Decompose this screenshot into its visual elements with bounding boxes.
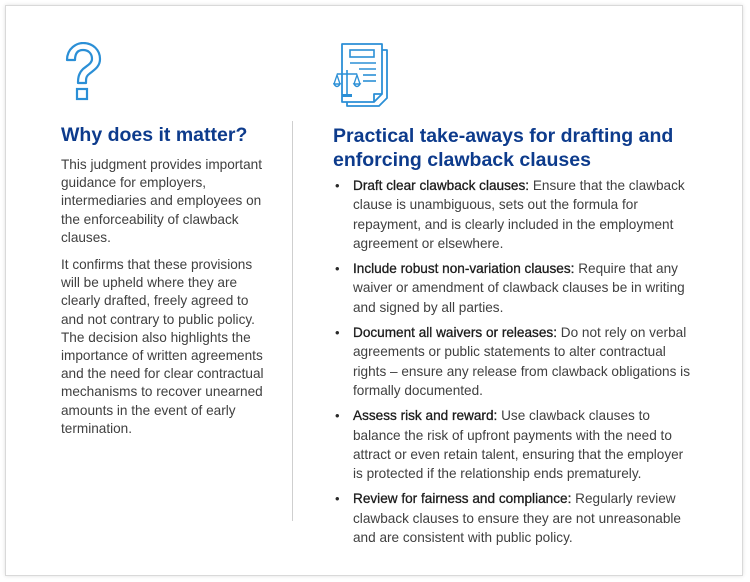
column-divider bbox=[292, 121, 293, 521]
list-item bbox=[333, 323, 693, 400]
item-title: Review for fairness and compliance: bbox=[353, 491, 572, 507]
item-text: Use clawback clauses to balance the risk of upfront payments with the need to attract or even retain talent, ensuring that the employer is protected if the relationship ends prematurely. bbox=[353, 408, 684, 482]
list-item bbox=[333, 259, 693, 317]
item-title: Document all waivers or releases: bbox=[353, 325, 557, 341]
item-text: Regularly review clawback clauses to ensure they are not unreasonable and are consistent with public policy. bbox=[353, 491, 681, 546]
list-item bbox=[333, 176, 693, 253]
paragraph: It confirms that these provisions will be upheld where they are clearly drafted, freely agreed to and not contrary to public policy. The decision also highlights the importance of written agreements and the need for clear contractual mechanisms to recover unearned amounts in the event of early termination. bbox=[61, 257, 264, 436]
bullet-icon: • bbox=[335, 261, 340, 277]
bullet-icon: • bbox=[335, 325, 340, 341]
item-title: Include robust non-variation clauses: bbox=[353, 261, 575, 277]
item-title: Assess risk and reward: bbox=[353, 408, 498, 424]
item-title: Draft clear clawback clauses: bbox=[353, 178, 530, 193]
bullet-icon: • bbox=[335, 408, 340, 424]
bullet-icon: • bbox=[335, 178, 340, 193]
list-item bbox=[333, 489, 693, 547]
why-it-matters-heading: Why does it matter? bbox=[61, 124, 248, 146]
question-mark-icon bbox=[61, 42, 103, 102]
takeaways-heading: Practical take-aways for drafting and enforcing clawback clauses bbox=[333, 125, 674, 171]
document-scales-icon bbox=[333, 40, 395, 108]
why-it-matters-body bbox=[61, 156, 266, 447]
bullet-icon: • bbox=[335, 491, 340, 507]
list-item bbox=[333, 406, 693, 483]
item-text: Do not rely on verbal agreements or public statements to alter contractual rights – ensure any release from clawback obligations is formally documented. bbox=[353, 325, 690, 398]
content-card bbox=[5, 5, 743, 576]
takeaways-list bbox=[333, 176, 693, 553]
item-text: Require that any waiver or amendment of clawback clauses be in writing and signed by all parties. bbox=[353, 261, 685, 315]
item-text: Ensure that the clawback clause is unambiguous, sets out the formula for repayment, and is clearly included in the employment agreement or elsewhere. bbox=[353, 178, 685, 251]
paragraph: This judgment provides important guidance for employers, intermediaries and employees on the enforceability of clawback clauses. bbox=[61, 157, 262, 245]
